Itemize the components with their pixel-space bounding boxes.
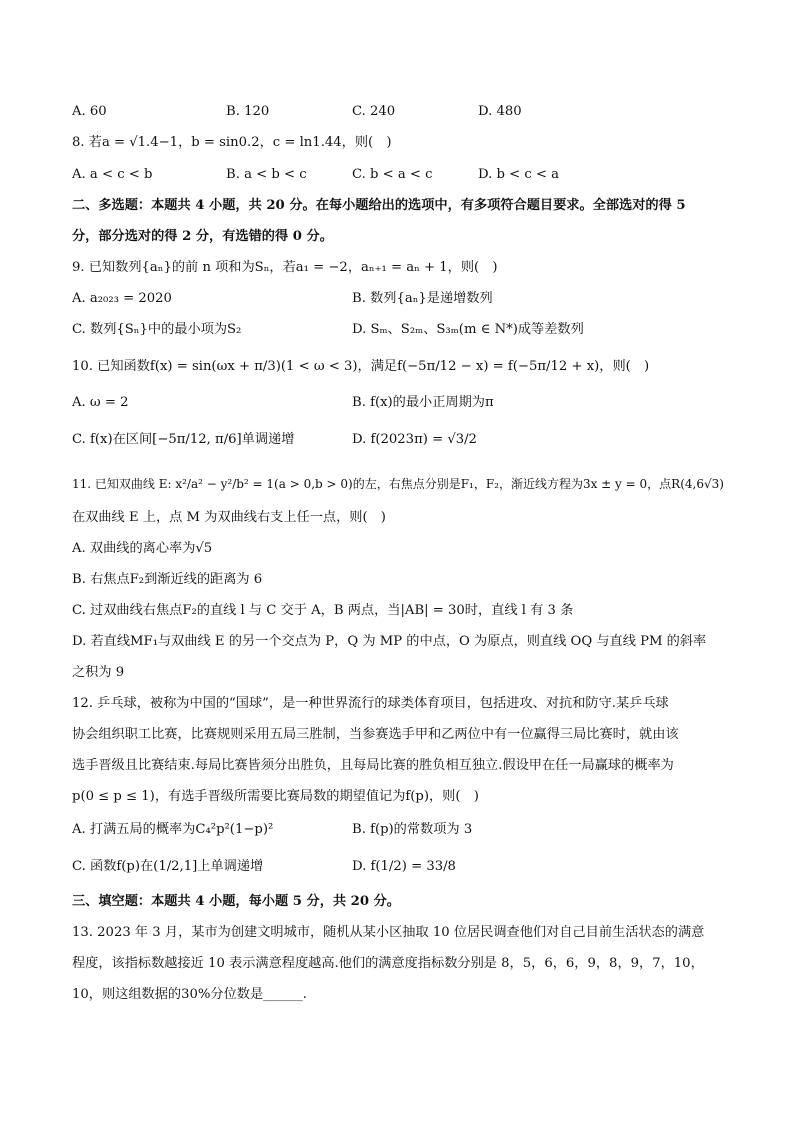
q7-option-c: C. 240 <box>352 104 396 119</box>
q9-option-a: A. a₂₀₂₃ = 2020 <box>72 291 172 306</box>
q7-option-d: D. 480 <box>478 104 522 119</box>
q13-stem-3: 10，则这组数据的30%分位数是______. <box>72 987 307 1002</box>
q12-option-c: C. 函数f(p)在(1/2,1]上单调递增 <box>72 859 264 874</box>
q9-option-c: C. 数列{Sₙ}中的最小项为S₂ <box>72 322 242 337</box>
q11-stem: 11. 已知双曲线 E: x²/a² − y²/b² = 1(a > 0,b > 0)的左，右焦点分别是F₁，F₂，渐近线方程为3x ± y = 0，点R(4,6√3) <box>72 477 724 491</box>
q10-option-a: A. ω = 2 <box>72 395 129 410</box>
q12-option-b: B. f(p)的常数项为 3 <box>352 822 473 837</box>
q8-option-d: D. b < c < a <box>478 167 560 182</box>
q11-stem-cont: 在双曲线 E 上，点 M 为双曲线右支上任一点，则( ) <box>72 510 386 525</box>
section2-heading: 二、多选题：本题共 4 小题，共 20 分。在每小题给出的选项中，有多项符合题目要求。全部选对的得 5 <box>72 198 686 213</box>
q12-option-a: A. 打满五局的概率为C₄²p²(1−p)² <box>72 822 274 837</box>
section2-heading-cont: 分，部分选对的得 2 分，有选错的得 0 分。 <box>72 229 333 244</box>
q8-option-c: C. b < a < c <box>352 167 433 182</box>
q8-stem: 8. 若a = √1.4−1，b = sin0.2，c = ln1.44，则( ) <box>72 135 392 150</box>
q11-option-b: B. 右焦点F₂到渐近线的距离为 6 <box>72 572 263 587</box>
q13-stem-2: 程度，该指标数越接近 10 表示满意程度越高.他们的满意度指标数分别是 8，5，6，6，9，8，9，7，10， <box>72 956 704 971</box>
q11-option-c: C. 过双曲线右焦点F₂的直线 l 与 C 交于 A，B 两点，当|AB| = 30时，直线 l 有 3 条 <box>72 603 574 618</box>
q12-stem-1: 12. 乒乓球，被称为中国的“国球”，是一种世界流行的球类体育项目，包括进攻、对抗和防守.某乒乓球 <box>72 696 669 711</box>
section3-heading: 三、填空题：本题共 4 小题，每小题 5 分，共 20 分。 <box>72 894 400 909</box>
q11-option-d: D. 若直线MF₁与双曲线 E 的另一个交点为 P，Q 为 MP 的中点，O 为原点，则直线 OQ 与直线 PM 的斜率 <box>72 634 707 649</box>
q10-stem: 10. 已知函数f(x) = sin(ωx + π/3)(1 < ω < 3)，满足f(−5π/12 − x) = f(−5π/12 + x)，则( ) <box>72 359 650 374</box>
q8-option-b: B. a < b < c <box>226 167 307 182</box>
q13-stem-1: 13. 2023 年 3 月，某市为创建文明城市，随机从某小区抽取 10 位居民调查他们对自己目前生活状态的满意 <box>72 925 705 940</box>
q9-option-b: B. 数列{aₙ}是递增数列 <box>352 291 493 306</box>
q7-option-a: A. 60 <box>72 104 107 119</box>
q9-option-d: D. Sₘ、S₂ₘ、S₃ₘ(m ∈ N*)成等差数列 <box>352 322 584 337</box>
q11-option-d-cont: 之积为 9 <box>72 665 125 680</box>
q10-option-b: B. f(x)的最小正周期为π <box>352 395 494 410</box>
q12-stem-4: p(0 ≤ p ≤ 1)，有选手晋级所需要比赛局数的期望值记为f(p)，则( ) <box>72 789 479 804</box>
q11-option-a: A. 双曲线的离心率为√5 <box>72 541 213 556</box>
q10-option-c: C. f(x)在区间[−5π/12, π/6]单调递增 <box>72 432 295 447</box>
q7-option-b: B. 120 <box>226 104 270 119</box>
q12-stem-2: 协会组织职工比赛，比赛规则采用五局三胜制，当参赛选手甲和乙两位中有一位赢得三局比赛时，就由该 <box>72 727 679 742</box>
q12-stem-3: 选手晋级且比赛结束.每局比赛皆须分出胜负，且每局比赛的胜负相互独立.假设甲在任一局赢球的概率为 <box>72 758 674 773</box>
q8-option-a: A. a < c < b <box>72 167 153 182</box>
q9-stem: 9. 已知数列{aₙ}的前 n 项和为Sₙ，若a₁ = −2，aₙ₊₁ = aₙ + 1，则( ) <box>72 260 498 275</box>
q12-option-d: D. f(1/2) = 33/8 <box>352 859 456 874</box>
q10-option-d: D. f(2023π) = √3/2 <box>352 432 477 447</box>
